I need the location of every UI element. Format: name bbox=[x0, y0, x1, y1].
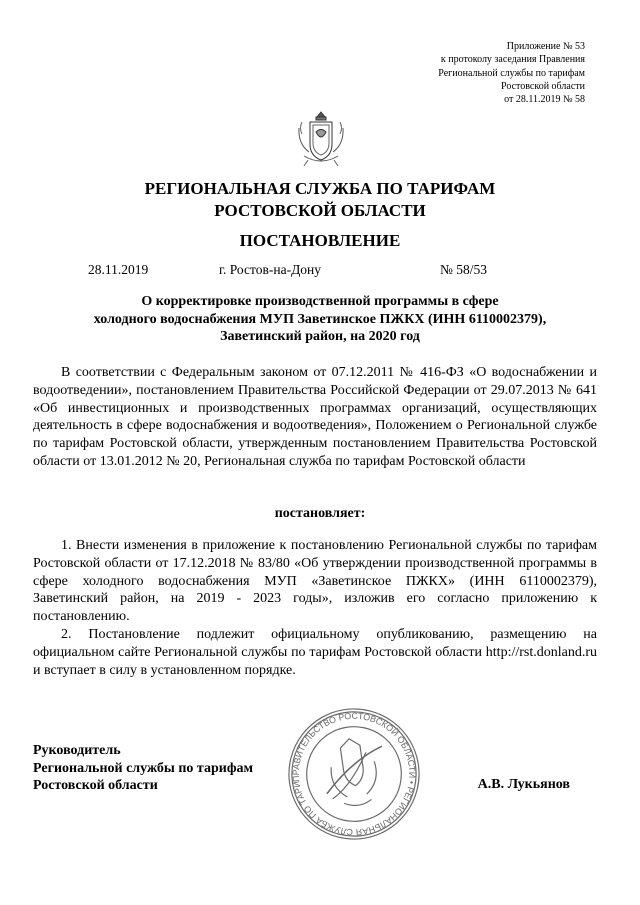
decides-heading: постановляет: bbox=[274, 506, 366, 521]
official-seal-stamp bbox=[285, 705, 423, 843]
appendix-line-1: Приложение № 53 bbox=[506, 41, 585, 52]
document-subject bbox=[60, 293, 580, 346]
position-line-2: Региональной службы по тарифам bbox=[33, 760, 254, 776]
appendix-line-3: Региональной службы по тарифам bbox=[438, 67, 585, 79]
item-2-paragraph: 2. Постановление подлежит официальному опубликованию, размещению на официальном сайте Региональной службы по тарифам Ростовской области http://rst.donland.ru и вступает в силу в установленном порядке. bbox=[33, 627, 597, 678]
subject-line-2: холодного водоснабжения МУП Заветинское ПЖКХ (ИНН 6110002379), bbox=[93, 311, 547, 327]
organization-title bbox=[0, 178, 640, 222]
document-date: 28.11.2019 bbox=[88, 262, 149, 277]
org-line-2: РОСТОВСКОЙ ОБЛАСТИ bbox=[214, 201, 426, 220]
appendix-line-5: от 28.11.2019 № 58 bbox=[504, 94, 585, 106]
document-city: г. Ростов-на-Дону bbox=[219, 262, 322, 277]
signature-position bbox=[33, 742, 253, 795]
appendix-line-4: Ростовской области bbox=[501, 80, 585, 92]
document-number: № 58/53 bbox=[440, 262, 488, 277]
signer-name: А.В. Лукьянов bbox=[477, 777, 570, 792]
position-line-3: Ростовской области bbox=[33, 778, 158, 793]
org-line-1: РЕГИОНАЛЬНАЯ СЛУЖБА ПО ТАРИФАМ bbox=[144, 179, 496, 198]
item-1-paragraph: 1. Внести изменения в приложение к постановлению Региональной службы по тарифам Ростовской области от 17.12.2018 № 83/80 «Об утверждении производственной программы в сфере холодного водоснабжения МУП «Заветинское ПЖКХ» (ИНН 6110002379), Заветинский район, на 2019 - 2023 годы», изложив его согласно приложению к постановлению. bbox=[33, 538, 597, 625]
position-line-1: Руководитель bbox=[33, 743, 121, 758]
subject-line-3: Заветинский район, на 2020 год bbox=[220, 329, 420, 344]
appendix-note bbox=[345, 40, 585, 106]
subject-line-1: О корректировке производственной программы в сфере bbox=[141, 294, 499, 309]
appendix-line-2: к протоколу заседания Правления bbox=[440, 54, 585, 66]
document-type: ПОСТАНОВЛЕНИЕ bbox=[239, 231, 401, 250]
stamp-text: ПРАВИТЕЛЬСТВО РОСТОВСКОЙ ОБЛАСТИ • РЕГИОНАЛЬНАЯ СЛУЖБА ПО ТАРИФАМ bbox=[290, 710, 418, 838]
coat-of-arms-icon bbox=[296, 108, 346, 168]
preamble-paragraph: В соответствии с Федеральным законом от 07.12.2011 № 416-ФЗ «О водоснабжении и водоотведении», постановлением Правительства Российской Федерации от 29.07.2013 № 641 «Об инвестиционных и производственных программах организаций, осуществляющих деятельность в сфере водоснабжения и водоотведения», Положением о Региональной службе по тарифам Ростовской области, утвержденным постановлением Правительства Ростовской области от 13.01.2012 № 20, Региональная служба по тарифам Ростовской области bbox=[33, 365, 597, 469]
